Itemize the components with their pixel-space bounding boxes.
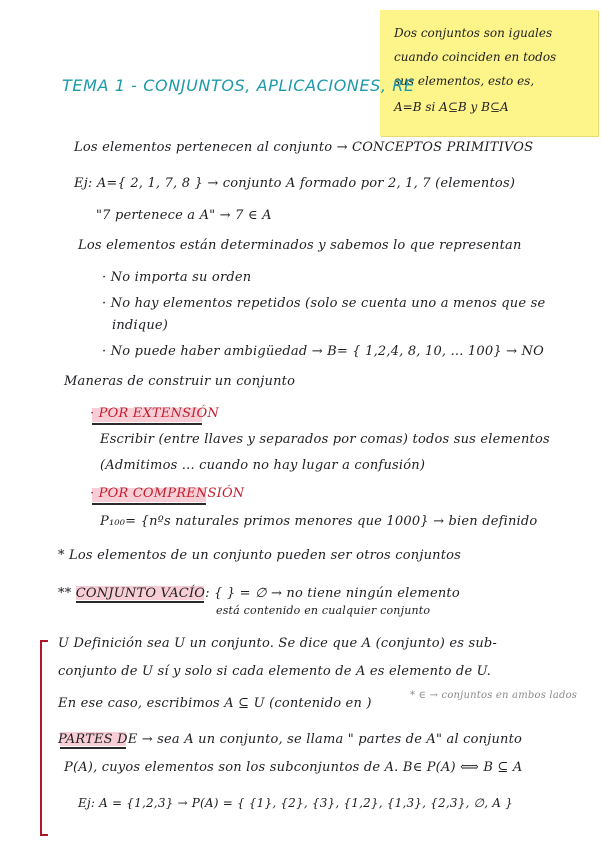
line-primos: P₁₀₀= {nºs naturales primos menores que 1000} → bien definido: [100, 514, 538, 529]
line-admitimos: (Admitimos ... cuando no hay lugar a confusión): [100, 458, 426, 473]
underline-extension: [92, 423, 202, 425]
line-pa: P(A), cuyos elementos son los subconjuntos de A. B∈ P(A) ⟺ B ⊆ A: [64, 760, 523, 775]
line-determinados: Los elementos están determinados y sabemos lo que representan: [78, 238, 522, 253]
note-ambos-lados: * ∈ → conjuntos en ambos lados: [410, 690, 578, 701]
sticky-line-1: Dos conjuntos son iguales: [394, 26, 553, 40]
line-ejemplo-partes: Ej: A = {1,2,3} → P(A) = { {1}, {2}, {3}, {1,2}, {1,3}, {2,3}, ∅, A }: [78, 796, 513, 810]
sticky-line-4: A=B si A⊆B y B⊆A: [394, 100, 509, 114]
line-indique: indique): [112, 318, 169, 333]
heading-extension: · POR EXTENSIÓN: [90, 406, 219, 421]
line-escribir: Escribir (entre llaves y separados por comas) todos sus elementos: [100, 432, 550, 447]
line-ambiguedad: · No puede haber ambigüedad → B= { 1,2,4, 8, 10, ... 100} → NO: [102, 344, 544, 359]
line-repetidos: · No hay elementos repetidos (solo se cuenta uno a menos que se: [102, 296, 546, 311]
line-contenido-cualquier: está contenido en cualquier conjunto: [216, 604, 431, 617]
underline-vacio: [76, 601, 204, 603]
line-pertenece: "7 pertenece a A" → 7 ∈ A: [96, 208, 272, 223]
line-otros-conjuntos: * Los elementos de un conjunto pueden ser otros conjuntos: [58, 548, 462, 563]
page-title: TEMA 1 - CONJUNTOS, APLICACIONES, RE: [62, 76, 415, 95]
line-ejemplo-a: Ej: A={ 2, 1, 7, 8 } → conjunto A formado por 2, 1, 7 (elementos): [74, 176, 516, 191]
sticky-line-2: cuando coinciden en todos: [394, 50, 557, 64]
line-subconjunto: conjunto de U sí y solo si cada elemento de A es elemento de U.: [58, 664, 491, 679]
sticky-line-3: sus elementos, esto es,: [394, 74, 535, 88]
line-partes-de: PARTES DE → sea A un conjunto, se llama " partes de A" al conjunto: [58, 732, 523, 747]
line-conjunto-vacio: ** CONJUNTO VACÍO: { } = ∅ → no tiene ningún elemento: [58, 586, 460, 601]
line-escribimos: En ese caso, escribimos A ⊆ U (contenido en ): [58, 696, 372, 711]
line-definicion: U Definición sea U un conjunto. Se dice que A (conjunto) es sub-: [58, 636, 498, 651]
line-orden: · No importa su orden: [102, 270, 252, 285]
sticky-note: [380, 10, 598, 136]
underline-partes: [60, 747, 126, 749]
line-maneras: Maneras de construir un conjunto: [64, 374, 296, 389]
line-primitivos: Los elementos pertenecen al conjunto → CONCEPTOS PRIMITIVOS: [74, 140, 534, 155]
heading-comprension: · POR COMPRENSIÓN: [90, 486, 245, 501]
underline-comprension: [92, 503, 206, 505]
margin-bracket: [40, 640, 48, 836]
